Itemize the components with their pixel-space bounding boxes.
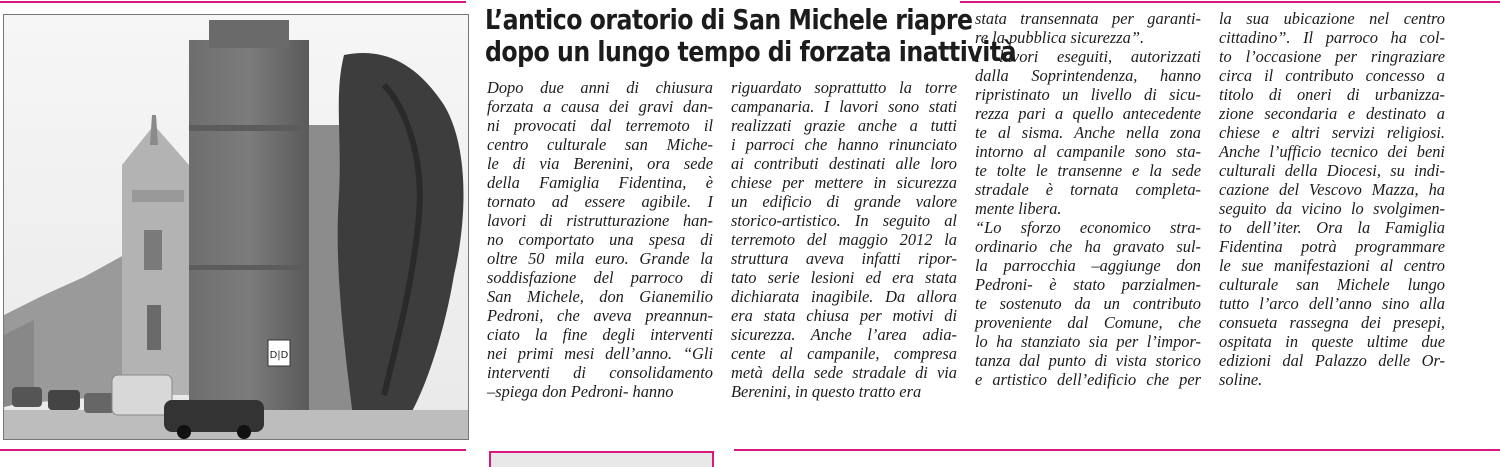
body-line: dalla Soprintendenza, hanno — [975, 66, 1201, 85]
body-line: cittadino”. Il parroco ha col- — [1219, 28, 1445, 47]
body-line: soline. — [1219, 370, 1263, 389]
body-line: ospitata in queste ultime due — [1219, 332, 1445, 351]
body-line: della Famiglia Fidentina, è — [487, 173, 713, 192]
body-line: lo ha stanziato sia per l’impor- — [975, 332, 1201, 351]
body-line: chiese per mettere in sicurezza — [731, 173, 957, 192]
body-line: edizioni dal Palazzo delle Or- — [1219, 351, 1445, 370]
body-line: titolo di oneri di urbanizza- — [1219, 85, 1445, 104]
top-rule-right — [960, 1, 1500, 3]
body-line: Anche l’ufficio tecnico dei beni — [1219, 142, 1445, 161]
body-line: cazione del Vescovo Mazza, ha — [1219, 180, 1445, 199]
article-headline — [485, 4, 1017, 68]
body-line: zione secondaria e destinato a — [1219, 104, 1445, 123]
body-line: era stata chiusa per motivi di — [731, 306, 957, 325]
body-line: te al sisma. Anche nella zona — [975, 123, 1201, 142]
body-line: oltre 50 mila euro. Grande la — [487, 249, 713, 268]
body-line: campanaria. I lavori sono stati — [731, 97, 957, 116]
body-line: terremoto del maggio 2012 la — [731, 230, 957, 249]
body-line: ai contributi destinati alle loro — [731, 154, 957, 173]
article-column-1 — [487, 78, 713, 401]
body-line: seguito da vicino lo svolgimen- — [1219, 199, 1445, 218]
body-line: consueta rassegna dei presepi, — [1219, 313, 1445, 332]
bottom-rule-right — [734, 449, 1500, 451]
body-line: Pedroni- è stato parzialmen- — [975, 275, 1201, 294]
body-line: San Michele, don Gianemilio — [487, 287, 713, 306]
body-line: intorno al campanile sono sta- — [975, 142, 1201, 161]
body-line: Fidentina potrà programmare — [1219, 237, 1445, 256]
body-line: mente libera. — [975, 199, 1062, 218]
body-line: to dell’iter. Ora la Famiglia — [1219, 218, 1445, 237]
body-line: I lavori eseguiti, autorizzati — [975, 47, 1201, 66]
bottom-rule-left — [0, 449, 466, 451]
body-line: metà della sede stradale di via — [731, 363, 957, 382]
body-line: tutto l’arco dell’anno sino alla — [1219, 294, 1445, 313]
body-line: nei primi mesi dell’anno. “Gli — [487, 344, 713, 363]
body-line: e artistico dell’edificio che per — [975, 370, 1201, 389]
body-line: chiese e altri servizi religiosi. — [1219, 123, 1445, 142]
headline-line-1: L’antico oratorio di San Michele riapre — [485, 4, 973, 36]
body-line: soddisfazione del parroco di — [487, 268, 713, 287]
body-line: rezza pari a quello antecedente — [975, 104, 1201, 123]
body-line: proveniente dal Comune, che — [975, 313, 1201, 332]
body-line: ripristinato un livello di sicu- — [975, 85, 1201, 104]
body-line: storico-artistico. In seguito al — [731, 211, 957, 230]
body-line: forzata a causa dei gravi dan- — [487, 97, 713, 116]
body-line: te tolte le transenne e la sede — [975, 161, 1201, 180]
body-line: re la pubblica sicurezza”. — [975, 28, 1145, 47]
body-line: Pedroni, che aveva preannun- — [487, 306, 713, 325]
body-line: tanza dal punto di vista storico — [975, 351, 1201, 370]
body-line: culturali della Diocesi, su indi- — [1219, 161, 1445, 180]
headline-line-2: dopo un lungo tempo di forzata inattività — [485, 36, 1017, 68]
body-line: no comportato una spesa di — [487, 230, 713, 249]
top-rule-left — [0, 1, 466, 3]
body-line: –spiega don Pedroni- hanno — [487, 382, 674, 401]
body-line: struttura aveva infatti ripor- — [731, 249, 957, 268]
body-line: la sua ubicazione nel centro — [1219, 9, 1445, 28]
body-line: centro culturale san Miche- — [487, 135, 713, 154]
body-line: un edificio di grande valore — [731, 192, 957, 211]
body-line: ni provocati dal terremoto il — [487, 116, 713, 135]
body-line: la parrocchia –aggiunge don — [975, 256, 1201, 275]
body-line: le di via Berenini, ora sede — [487, 154, 713, 173]
body-line: i parroci che hanno rinunciato — [731, 135, 957, 154]
body-line: stradale è tornata completa- — [975, 180, 1201, 199]
article-column-4 — [1219, 9, 1445, 389]
body-line: sicurezza. Anche l’area adia- — [731, 325, 957, 344]
body-line: lavori di ristrutturazione han- — [487, 211, 713, 230]
next-article-image-frame — [489, 451, 714, 467]
body-line: ciato la fine degli interventi — [487, 325, 713, 344]
body-line: to l’occasione per ringraziare — [1219, 47, 1445, 66]
article-column-2 — [731, 78, 957, 401]
body-line: “Lo sforzo economico stra- — [975, 218, 1201, 237]
body-line: ordinario che ha gravato sul- — [975, 237, 1201, 256]
article-column-3 — [975, 9, 1201, 389]
body-line: te sostenuto da un contributo — [975, 294, 1201, 313]
article-photo — [3, 14, 469, 440]
body-line: stata transennata per garanti- — [975, 9, 1201, 28]
body-line: riguardato soprattutto la torre — [731, 78, 957, 97]
body-line: culturale san Michele lungo — [1219, 275, 1445, 294]
body-line: tato serie lesioni ed era stata — [731, 268, 957, 287]
body-line: realizzati grazie anche a tutti — [731, 116, 957, 135]
body-line: circa il contributo concesso a — [1219, 66, 1445, 85]
body-line: Dopo due anni di chiusura — [487, 78, 713, 97]
body-line: Berenini, in questo tratto era — [731, 382, 922, 401]
tower-sign: D|D — [269, 350, 289, 361]
body-line: tornato ad essere agibile. I — [487, 192, 713, 211]
body-line: dichiarata inagibile. Da allora — [731, 287, 957, 306]
body-line: le sue manifestazioni al centro — [1219, 256, 1445, 275]
body-line: interventi di consolidamento — [487, 363, 713, 382]
body-line: cente al campanile, compresa — [731, 344, 957, 363]
